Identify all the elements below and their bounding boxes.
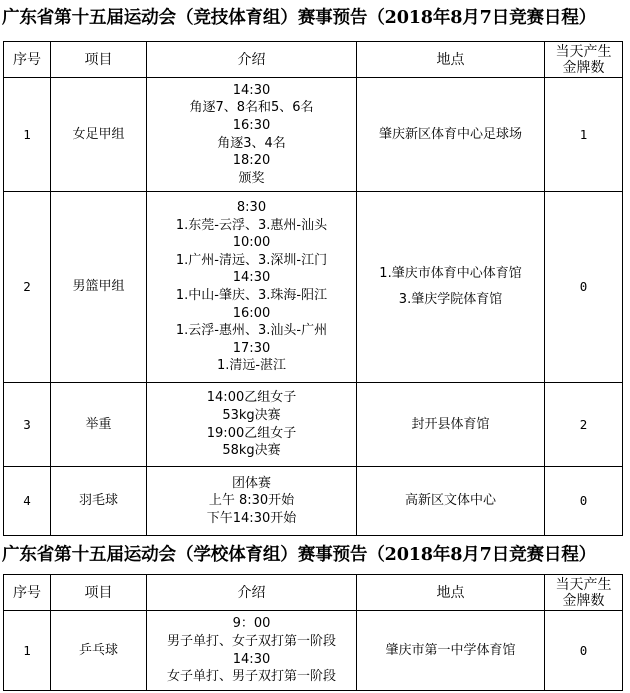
- intro-line: 下午14:30开始: [206, 510, 297, 526]
- cell-item: 羽毛球: [51, 467, 147, 536]
- cell-intro: [147, 78, 357, 192]
- intro-line: 1.广州-清远、3.深圳-江门: [175, 252, 328, 268]
- cell-no: 1: [4, 78, 51, 192]
- table-row: [4, 611, 623, 691]
- intro-line: 颁奖: [238, 170, 265, 186]
- header-gold-count: [545, 575, 623, 611]
- location-line: 3.肇庆学院体育馆: [398, 292, 503, 307]
- intro-line: 角逐7、8名和5、6名: [189, 100, 314, 116]
- cell-location: [357, 192, 545, 383]
- intro-line: 17:30: [232, 340, 271, 356]
- cell-item: 女足甲组: [51, 78, 147, 192]
- intro-line: 10:00: [232, 235, 271, 251]
- intro-line: 1.清远-湛江: [216, 358, 287, 374]
- cell-no: 1: [4, 611, 51, 691]
- intro-line: 9：00: [232, 616, 271, 632]
- intro-line: 19:00乙组女子: [206, 425, 297, 441]
- header-location: 地点: [357, 42, 545, 78]
- cell-gold-count: 0: [545, 467, 623, 536]
- table-header-row: [4, 575, 623, 611]
- cell-location: [357, 78, 545, 192]
- intro-line: 14:00乙组女子: [206, 390, 297, 406]
- intro-line: 1.云浮-惠州、3.汕头-广州: [175, 323, 328, 339]
- header-no: 序号: [4, 42, 51, 78]
- intro-line: 53kg决赛: [222, 407, 281, 423]
- table-row: [4, 467, 623, 536]
- cell-location: [357, 467, 545, 536]
- location-line: 肇庆新区体育中心足球场: [378, 126, 522, 142]
- intro-line: 上午 8:30开始: [208, 493, 295, 509]
- cell-no: 2: [4, 192, 51, 383]
- section-title-school: 广东省第十五届运动会（学校体育组）赛事预告（2018年8月7日竞赛日程）: [2, 544, 597, 565]
- cell-intro: [147, 611, 357, 691]
- intro-line: 16:00: [232, 305, 271, 321]
- table-row: [4, 383, 623, 467]
- intro-line: 1.东莞-云浮、3.惠州-汕头: [175, 217, 328, 233]
- intro-line: 58kg决赛: [222, 443, 281, 459]
- intro-line: 14:30: [232, 270, 271, 286]
- cell-gold-count: 0: [545, 192, 623, 383]
- location-line: 1.肇庆市体育中心体育馆: [379, 266, 522, 282]
- cell-intro: [147, 467, 357, 536]
- location-line: 高新区文体中心: [404, 493, 496, 509]
- table-header-row: [4, 42, 623, 78]
- cell-item: 乒乓球: [51, 611, 147, 691]
- cell-no: 3: [4, 383, 51, 467]
- cell-intro: [147, 192, 357, 383]
- intro-line: 8:30: [236, 200, 267, 216]
- cell-gold-count: 0: [545, 611, 623, 691]
- cell-intro: [147, 383, 357, 467]
- header-item: 项目: [51, 42, 147, 78]
- schedule-table-competitive: [3, 41, 623, 536]
- intro-line: 1.中山-肇庆、3.珠海-阳江: [175, 288, 328, 303]
- intro-line: 男子单打、女子双打第一阶段: [166, 633, 336, 649]
- section-title-competitive: 广东省第十五届运动会（竞技体育组）赛事预告（2018年8月7日竞赛日程）: [2, 7, 597, 28]
- location-line: 封开县体育馆: [411, 416, 490, 432]
- intro-line: 16:30: [232, 117, 271, 133]
- table-row: [4, 78, 623, 192]
- cell-item: 男篮甲组: [51, 192, 147, 383]
- intro-line: 角逐3、4名: [217, 135, 286, 151]
- header-gold-count: [545, 42, 623, 78]
- header-item: 项目: [51, 575, 147, 611]
- intro-line: 14:30: [232, 82, 271, 98]
- cell-item: 举重: [51, 383, 147, 467]
- intro-line: 14:30: [232, 651, 271, 667]
- location-line: 肇庆市第一中学体育馆: [385, 642, 516, 658]
- header-intro: 介绍: [147, 42, 357, 78]
- cell-location: [357, 383, 545, 467]
- intro-line: 团体赛: [231, 475, 271, 491]
- header-intro: 介绍: [147, 575, 357, 611]
- cell-no: 4: [4, 467, 51, 536]
- header-gold-line2: 金牌数: [562, 59, 605, 76]
- intro-line: 女子单打、男子双打第一阶段: [166, 669, 336, 685]
- header-location: 地点: [357, 575, 545, 611]
- cell-gold-count: 1: [545, 78, 623, 192]
- cell-gold-count: 2: [545, 383, 623, 467]
- header-gold-line2: 金牌数: [562, 592, 605, 609]
- table-row: [4, 192, 623, 383]
- header-gold-line1: 当天产生: [555, 576, 612, 593]
- cell-location: [357, 611, 545, 691]
- header-no: 序号: [4, 575, 51, 611]
- schedule-table-school: [3, 574, 623, 691]
- header-gold-line1: 当天产生: [555, 43, 612, 60]
- intro-line: 18:20: [232, 153, 271, 169]
